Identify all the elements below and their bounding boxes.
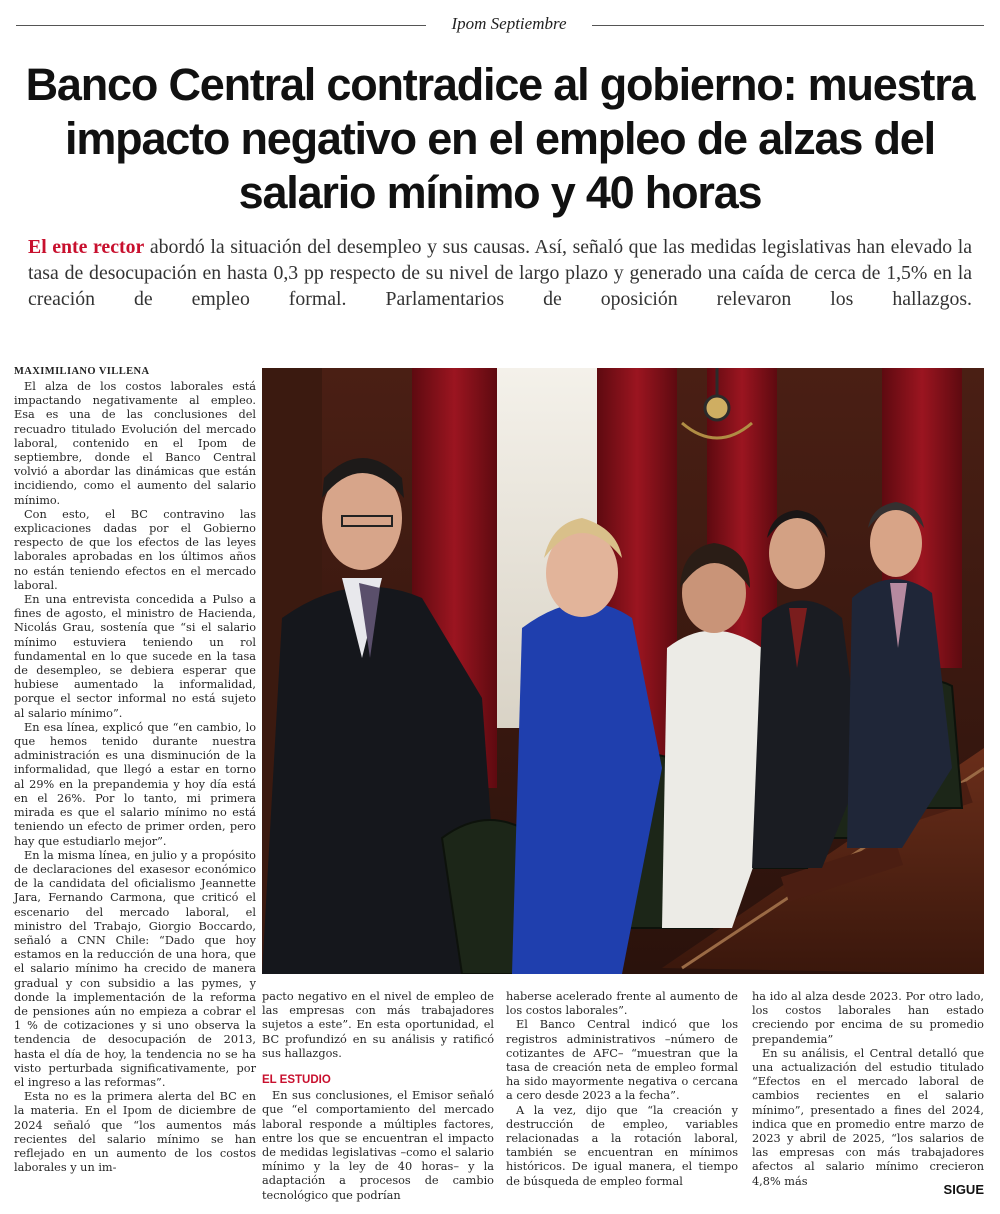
- article-column-4: [752, 990, 984, 1189]
- paragraph: El alza de los costos laborales está impactando negativamente al empleo. Esa es una de las conclusiones del recuadro titulado Evolución del mercado laboral, contenido en el Ipom de septiembre, donde el Banco Central volvió a abordar las dinámicas que están incidiendo, como el aumento del salario mínimo.: [14, 380, 256, 507]
- continues-label: SIGUE: [943, 1182, 984, 1197]
- deck: [28, 234, 972, 312]
- paragraph: A la vez, dijo que “la creación y destrucción de empleo, variables relacionadas a la rotación laboral, también se encuentran en mínimos históricos. De igual manera, el tiempo de búsqueda de empleo formal: [506, 1103, 738, 1188]
- paragraph: Con esto, el BC contravino las explicaciones dadas por el Gobierno respecto de que los efectos de las leyes laborales aprobadas en los últimos años no están teniendo efectos en el mercado laboral.: [14, 507, 256, 592]
- subhead: EL ESTUDIO: [262, 1074, 331, 1087]
- section-label: Ipom Septiembre: [451, 14, 567, 33]
- deck-text: abordó la situación del desempleo y sus causas. Así, señaló que las medidas legislativas han elevado la tasa de desocupación en hasta 0,3 pp respecto de su nivel de largo plazo y generado una caída de cerca de 1,5% en la creación de empleo formal. Parlamentarios de oposición relevaron los hallazgos.: [28, 236, 972, 310]
- section-header: [16, 10, 984, 40]
- paragraph: En la misma línea, en julio y a propósito de declaraciones del exasesor económico de la candidata del oficialismo Jeannette Jara, Fernando Carmona, que criticó el escenario del mercado laboral, el ministro del Trabajo, Giorgio Boccardo, señaló a CNN Chile: “Dado que hoy estamos en la reducción de una hora, que el salario mínimo ha crecido de manera gradual y con subsidio a las pymes, y donde la implementación de la reforma de pensiones aún no empieza a cobrar el 1 % de cotizaciones y si uno observa la tendencia de desocupación de 2013, hasta el día de hoy, la tendencia no se ha visto perturbada significativamente, por el ingreso a las reformas”.: [14, 848, 256, 1089]
- paragraph: Esta no es la primera alerta del BC en la materia. En el Ipom de diciembre de 2024 señaló que “los aumentos más recientes del salario mínimo se han reflejado en un aumento de los costos laborales y un im-: [14, 1090, 256, 1175]
- section-rule-left: [16, 25, 426, 26]
- paragraph: En una entrevista concedida a Pulso a fines de agosto, el ministro de Hacienda, Nicolás Grau, sostenía que “si el salario mínimo estuviera teniendo un rol fundamental en lo que sucede en la tasa de desempleo, se debiera esperar que hubiese aumentado la informalidad, porque el sector informal no está sujeto al salario mínimo”.: [14, 593, 256, 720]
- byline: MAXIMILIANO VILLENA: [14, 366, 150, 377]
- headline: Banco Central contradice al gobierno: muestra impacto negativo en el empleo de alzas del salario mínimo y 40 horas: [25, 59, 975, 218]
- group-photo: [262, 368, 984, 974]
- article-column-1: [14, 380, 256, 1175]
- group-photo-officials-icon: [262, 368, 984, 974]
- paragraph: En esa línea, explicó que “en cambio, lo que hemos tenido durante nuestra administración es una disminución de la informalidad, que llegó a estar en torno al 29% en la prepandemia y hoy día está en el 26%. Por lo tanto, mi primera mirada es que el salario mínimo no está teniendo un efecto de primer orden, pero hay que estudiarlo mejor”.: [14, 720, 256, 848]
- paragraph: haberse acelerado frente al aumento de los costos laborales”.: [506, 990, 738, 1018]
- paragraph: En sus conclusiones, el Emisor señaló que “el comportamiento del mercado laboral responde a múltiples factores, entre los que se encuentran el impacto de medidas legislativas –como el salario mínimo y la ley de 40 horas– y la adaptación a procesos de cambio tecnológico que podrían: [262, 1089, 494, 1202]
- section-rule-right: [592, 25, 984, 26]
- deck-lead: El ente rector: [28, 236, 145, 258]
- article-column-3: [506, 990, 738, 1189]
- paragraph: El Banco Central indicó que los registros administrativos –número de cotizantes de AFC– “muestran que la tasa de creación neta de empleo formal ha sido mayormente negativa o cercana a cero desde 2023 a la fecha”.: [506, 1018, 738, 1103]
- paragraph: En su análisis, el Central detalló que una actualización del estudio titulado “Efectos en el mercado laboral de cambios recientes en el salario mínimo”, presentado a fines del 2024, indica que en promedio entre marzo de 2023 y abril de 2025, “los salarios de las empresas con más trabajadores afectos al salario mínimo crecieron 4,8% más: [752, 1046, 984, 1188]
- article-column-2: [262, 990, 494, 1203]
- paragraph: ha ido al alza desde 2023. Por otro lado, los costos laborales han estado creciendo por encima de su promedio prepandemia”: [752, 990, 984, 1046]
- paragraph: pacto negativo en el nivel de empleo de las empresas con más trabajadores sujetos a este”. En esta oportunidad, el BC profundizó en su análisis y ratificó sus hallazgos.: [262, 990, 494, 1060]
